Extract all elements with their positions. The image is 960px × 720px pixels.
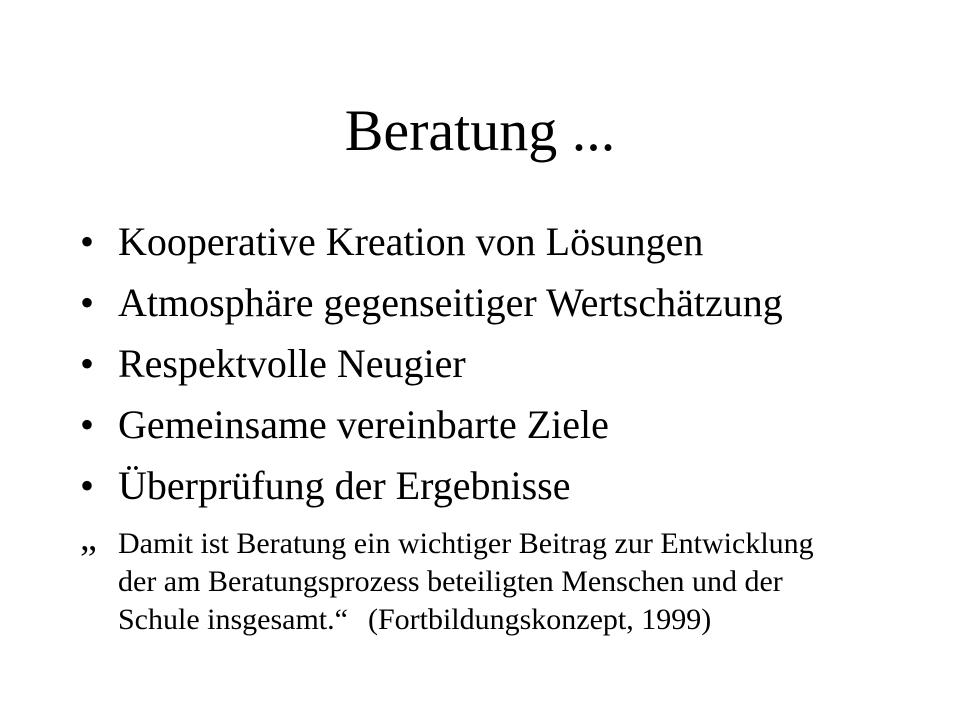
bullet-icon: • [80,280,95,325]
quote-text-line [118,602,711,638]
bullet-text: Respektvolle Neugier [118,341,466,386]
bullet-text: Atmosphäre gegenseitiger Wertschätzung [118,280,783,325]
quote-line [80,602,880,640]
bullet-text: Überprüfung der Ergebnisse [118,463,571,508]
slide-title: Beratung ... [344,98,616,163]
quote-text-line: der am Beratungsprozess beteiligten Menschen und der [118,565,783,598]
bullet-text: Gemeinsame vereinbarte Ziele [118,402,609,447]
bullet-icon: • [80,219,95,264]
bullet-text: Kooperative Kreation von Lösungen [118,219,704,264]
bullet-icon: • [80,341,95,386]
quote-block [80,517,880,640]
bullet-icon: • [80,402,95,447]
opening-quote-mark: „ [80,517,97,559]
bullet-icon: • [80,463,95,508]
quote-text-end: Schule insgesamt.“ [118,603,348,636]
quote-source: (Fortbildungskonzept, 1999) [367,603,712,636]
quote-text-line: Damit ist Beratung ein wichtiger Beitrag zur Entwicklung [118,527,814,560]
quote-line [80,564,880,602]
quote-line [80,517,880,564]
